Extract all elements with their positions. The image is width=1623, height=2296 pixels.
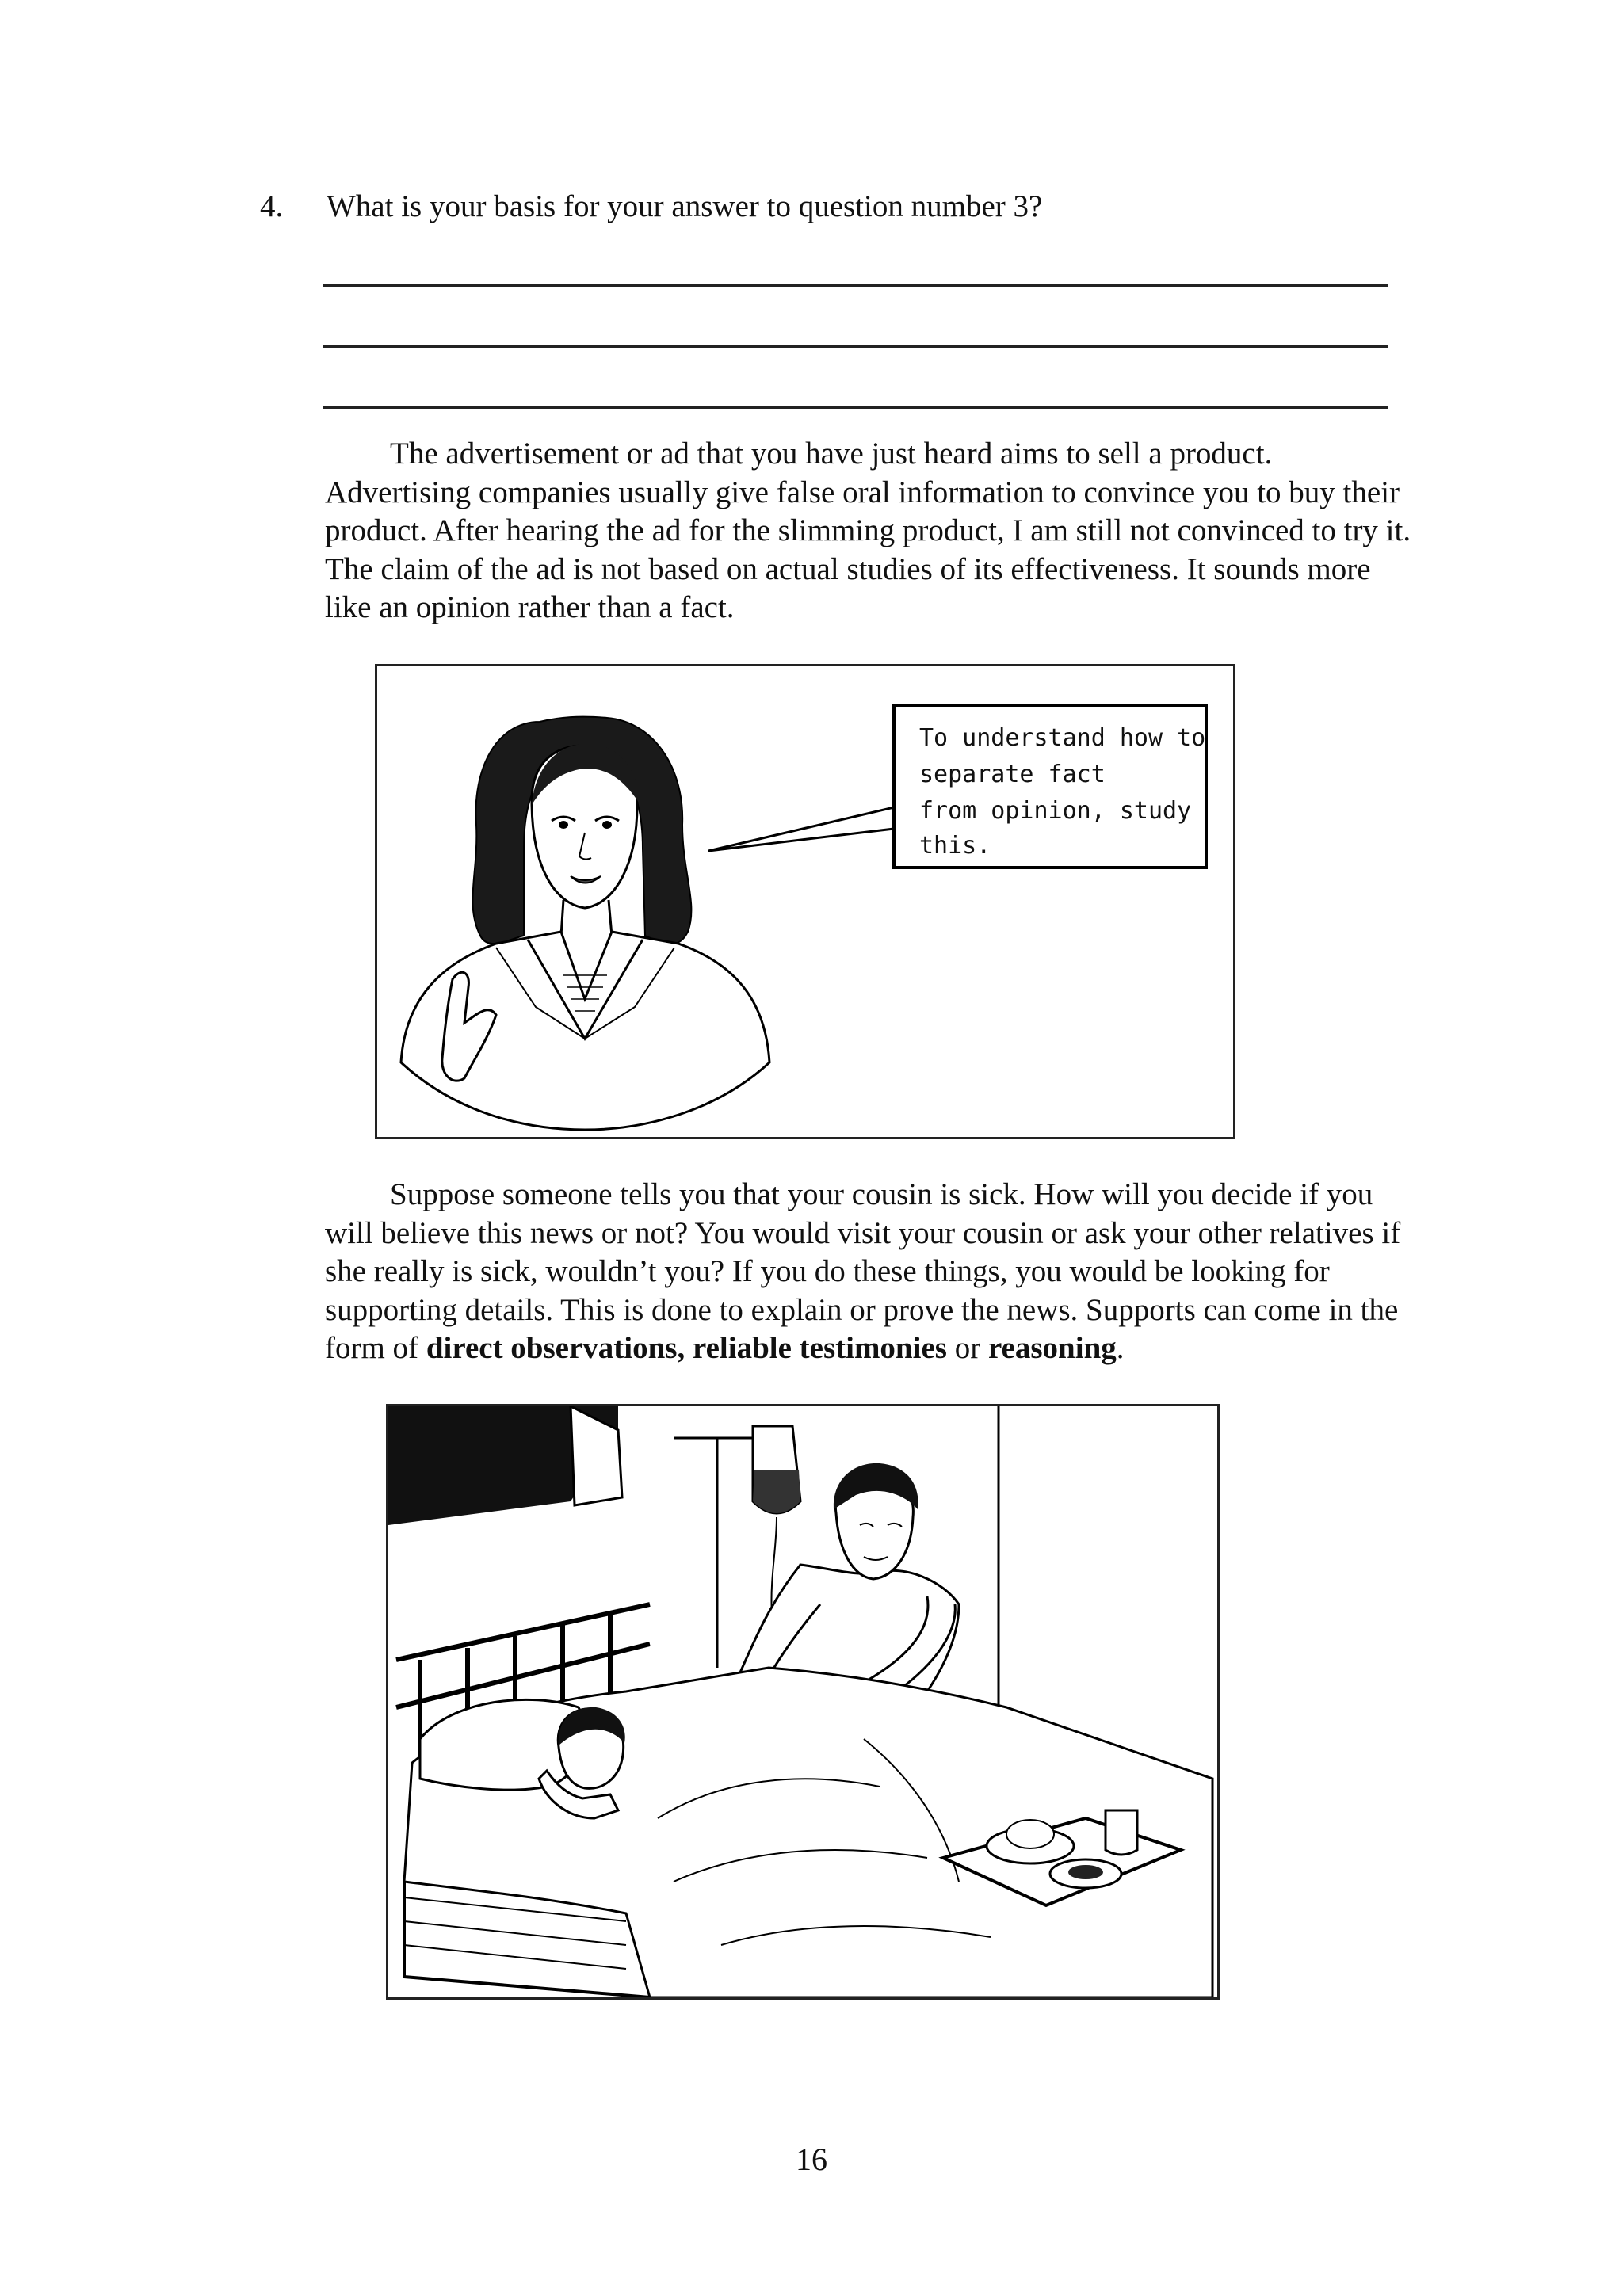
text-span: . <box>1116 1331 1125 1365</box>
bold-term: reasoning <box>987 1331 1117 1365</box>
teacher-drawing <box>377 666 1233 1137</box>
speech-bubble-line: from opinion, study <box>919 797 1192 825</box>
paragraph-line: product. After hearing the ad for the slimming product, I am still not convinced to try it. <box>325 513 1411 547</box>
paragraph-line: like an opinion rather than a fact. <box>325 590 735 624</box>
paragraph-supporting-details <box>325 1176 1401 1368</box>
hospital-illustration <box>386 1404 1220 2000</box>
speech-bubble-line: this. <box>919 832 991 860</box>
answer-line-2[interactable] <box>323 345 1388 348</box>
page-number: 16 <box>796 2142 827 2177</box>
speech-bubble-line: separate fact <box>919 761 1106 788</box>
paragraph-line: supporting details. This is done to explain or prove the news. Supports can come in the <box>325 1292 1399 1327</box>
paragraph-line: Advertising companies usually give false oral information to convince you to buy their <box>325 475 1400 509</box>
question-text: What is your basis for your answer to question number 3? <box>327 189 1043 223</box>
speech-bubble-line: To understand how to <box>919 724 1206 752</box>
teacher-illustration <box>375 664 1235 1139</box>
paragraph-line: The claim of the ad is not based on actual studies of its effectiveness. It sounds more <box>325 551 1371 586</box>
paragraph-line: The advertisement or ad that you have just heard aims to sell a product. <box>390 437 1273 471</box>
hospital-drawing <box>388 1406 1217 1997</box>
text-span: or <box>946 1331 988 1365</box>
paragraph-advertisement <box>325 435 1411 627</box>
answer-line-3[interactable] <box>323 406 1388 409</box>
question-number: 4. <box>260 189 284 223</box>
answer-line-1[interactable] <box>323 284 1388 287</box>
text-span: form of <box>325 1331 426 1365</box>
paragraph-line: she really is sick, wouldn’t you? If you do these things, you would be looking for <box>325 1254 1330 1288</box>
paragraph-line: will believe this news or not? You would visit your cousin or ask your other relatives if <box>325 1215 1401 1250</box>
paragraph-line <box>325 1329 1396 1368</box>
paragraph-line: Suppose someone tells you that your cousin is sick. How will you decide if you <box>390 1177 1373 1211</box>
bold-term: direct observations, reliable testimonies <box>426 1331 947 1365</box>
